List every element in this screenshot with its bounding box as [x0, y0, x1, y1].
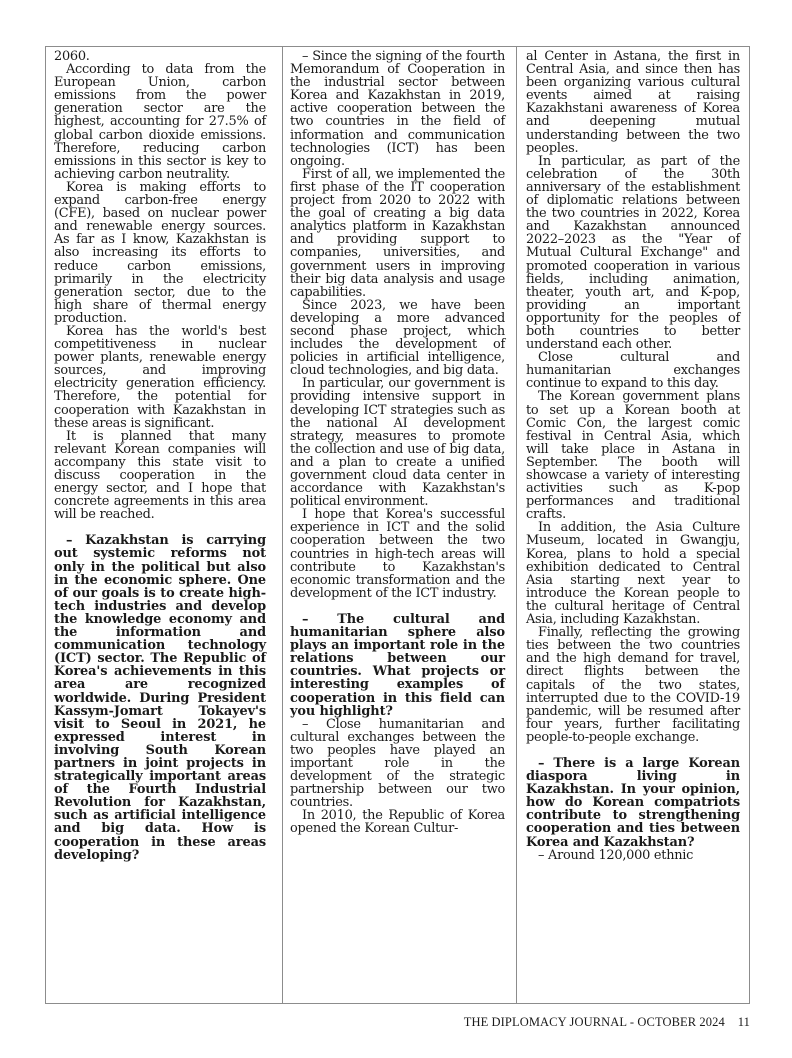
journal-name: THE DIPLOMACY JOURNAL - OCTOBER 2024 — [463, 1015, 725, 1029]
paragraph: Since 2023, we have been developing a more advanced second phase project, which includes the development of policies in artificial intelligence, cloud technologies, and big data. — [290, 297, 505, 379]
paragraph: – Since the signing of the fourth Memorandum of Cooperation in the industrial sector between Korea and Kazakhstan in 2019, active cooperation between the two countries in the field of information and communication technologies (ICT) has been ongoing. — [290, 49, 505, 169]
interview-question: – There is a large Korean diaspora living in Kazakhstan. In your opinion, how do Korean compatriots contribute to strengthening cooperation and ties between Korea and Kazakhstan? — [526, 755, 740, 850]
paragraph-continued: 2060. — [54, 49, 90, 64]
paragraph: – Close humanitarian and cultural exchanges between the two peoples have played an important role in the development of the strategic partnership between our two countries. — [290, 716, 505, 811]
paragraph: Close cultural and humanitarian exchanges continue to expand to this day. — [526, 350, 740, 392]
paragraph: It is planned that many relevant Korean companies will accompany this state visit to discuss cooperation in the energy sector, and I hope that concrete agreements in this area will be reached. — [54, 428, 266, 523]
page-number: 11 — [737, 1015, 750, 1029]
text-column-1 — [54, 50, 266, 862]
paragraph: Korea has the world's best competitiveness in nuclear power plants, renewable energy sources, and improving electricity generation efficiency. Therefore, the potential for cooperation with Kazakhstan in these areas is significant. — [54, 323, 266, 431]
column-divider — [516, 46, 517, 1004]
paragraph: Finally, reflecting the growing ties between the two countries and the high demand for travel, direct flights between the capitals of the two states, interrupted due to the COVID-19 pandemic, will be resumed after four years, further facilitating people-to-people exchange. — [526, 625, 740, 745]
page-footer — [400, 1015, 750, 1030]
paragraph: – Around 120,000 ethnic — [538, 847, 694, 863]
column-divider — [282, 46, 283, 1004]
paragraph: Korea is making efforts to expand carbon-free energy (CFE), based on nuclear power and renewable energy sources. As far as I know, Kazakhstan is also increasing its efforts to reduce carbon emissions, primarily in the electricity generation sector, due to the high share of thermal energy production. — [54, 179, 266, 326]
paragraph-continued: al Center in Astana, the first in Central Asia, and since then has been organizing various cultural events aimed at raising Kazakhstani awareness of Korea and deepening mutual understanding between the two peoples. — [526, 49, 740, 156]
paragraph: In addition, the Asia Culture Museum, located in Gwangju, Korea, plans to hold a special exhibition dedicated to Central Asia starting next year to introduce the Korean people to the cultural heritage of Central Asia, including Kazakhstan. — [526, 520, 740, 628]
paragraph: In particular, our government is providing intensive support in developing ICT strategies such as the national AI development strategy, measures to promote the collection and use of big data, and a plan to create a unified government cloud data center in accordance with Kazakhstan's political environment. — [290, 376, 505, 510]
paragraph: According to data from the European Union, carbon emissions from the power generation sector are the highest, accounting for 27.5% of global carbon dioxide emissions. Therefore, reducing carbon emissions in this sector is key to achieving carbon neutrality. — [54, 62, 266, 182]
text-column-3 — [526, 50, 740, 862]
paragraph: First of all, we implemented the first phase of the IT cooperation project from 2020 to 2022 with the goal of creating a big data analytics platform in Kazakhstan and providing support to companies, universities, and government users in improving their big data analysis and usage capabilities. — [290, 166, 505, 300]
paragraph: In particular, as part of the celebration of the 30th anniversary of the establishment of diplomatic relations between the two countries in 2022, Korea and Kazakhstan announced 2022–2023 as the "Year of Mutual Cultural Exchange" and promoted cooperation in various fields, including animation, theater, youth art, and K-pop, providing an important opportunity for the peoples of both countries to better understand each other. — [526, 153, 740, 353]
paragraph: I hope that Korea's successful experience in ICT and the solid cooperation between the two countries in high-tech areas will contribute to Kazakhstan's economic transformation and the development of the ICT industry. — [290, 507, 505, 601]
interview-question: – The cultural and humanitarian sphere also plays an important role in the relations between our countries. What projects or interesting examples of cooperation in this field can you highlight? — [290, 611, 505, 719]
text-column-2 — [290, 50, 505, 836]
interview-question: – Kazakhstan is carrying out systemic reforms not only in the political but also in the economic sphere. One of our goals is to create high-tech industries and develop the knowledge economy and the information and communication technology (ICT) sector. The Republic of Korea's achievements in this area are recognized worldwide. During President Kassym-Jomart Tokayev's visit to Seoul in 2021, he expressed interest in involving South Korean partners in joint projects in strategically important areas of the Fourth Industrial Revolution for Kazakhstan, such as artificial intelligence and big data. How is cooperation in these areas developing? — [54, 533, 266, 863]
paragraph: In 2010, the Republic of Korea opened the Korean Cultur- — [290, 808, 505, 837]
paragraph: The Korean government plans to set up a Korean booth at Comic Con, the largest comic festival in Central Asia, which will take place in Astana in September. The booth will showcase a variety of interesting activities such as K-pop performances and traditional crafts. — [526, 389, 740, 523]
